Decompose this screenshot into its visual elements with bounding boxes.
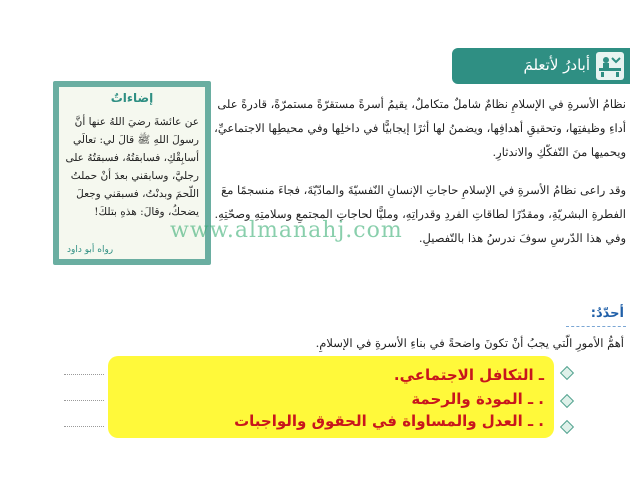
dotted-answer-line xyxy=(64,400,104,401)
reading-person-icon xyxy=(596,52,624,80)
paragraph-intro: نظامُ الأسرةِ في الإسلامِ نظامٌ شاملٌ متكاملٌ، يقيمُ أسرةً مستقرّةً مستمرّةً، قادرةً على أداءِ وظيفتِها، وتحقيقِ أهدافِها، ويضمنُ لها أثرًا إيجابيًّا في داخلِها وفي محيطِها الاجتماعيِّ، ويحميها منَ التّفكّكِ والاندثارِ. xyxy=(214,97,626,159)
diamond-bullet-icon xyxy=(560,394,574,408)
card-title: إضاءاتٌ xyxy=(110,91,154,105)
diamond-bullet-icon xyxy=(560,366,574,380)
section-banner xyxy=(452,48,630,84)
watermark: www.almanahj.com xyxy=(170,218,403,243)
highlighted-answers xyxy=(108,356,554,438)
banner-title: أبادرُ لأتعلمَ xyxy=(523,56,590,74)
answer-item: ـ التكافل الاجتماعي. xyxy=(393,366,544,384)
note-underline xyxy=(566,326,626,327)
answer-item: . ـ العدل والمساواة في الحقوق والواجبات xyxy=(234,412,544,430)
hadith-reference: رواه أبو داود xyxy=(67,245,114,255)
paragraph-details: وقد راعى نظامُ الأسرةِ في الإسلامِ حاجاتِ الإنسانِ النّفسيّةَ والمادّيّةَ، فجاءَ منسجمًا معَ الفطرةِ البشريّةِ، ومقدّرًا لطاقاتِ الفردِ وقدراتِهِ، ومليًّا لحاجاتِ المجتمعِ وسلامتِهِ وصحّتِهِ. وفي هذا الدّرسِ سوفَ ندرسُ هذا بالتّفصيلِ. xyxy=(214,183,626,245)
dotted-answer-line xyxy=(64,426,104,427)
note-title: أحدّدُ: xyxy=(590,306,624,321)
hadith-text: عن عائشةَ رضيَ اللهُ عنها أنَّ رسولَ اللهِ ﷺ قالَ لي: تعالَي أسابِقْكِ، فسابقتُهُ، فسبقتُهُ على رجليَّ، وسابقني بعدَ أنْ حملتُ اللّحمَ وبدنْتُ، فسبقني وجعلَ يضحكُ، وقالَ: هذهِ بتلكَ! xyxy=(65,116,199,218)
dotted-answer-line xyxy=(64,374,104,375)
note-sentence: أهمُّ الأمورِ الّتي يجبُ أنْ تكونَ واضحةً في بناءِ الأسرةِ في الإسلامِ. xyxy=(315,336,624,350)
diamond-bullet-icon xyxy=(560,420,574,434)
answer-item: . ـ المودة والرحمة xyxy=(411,390,544,408)
